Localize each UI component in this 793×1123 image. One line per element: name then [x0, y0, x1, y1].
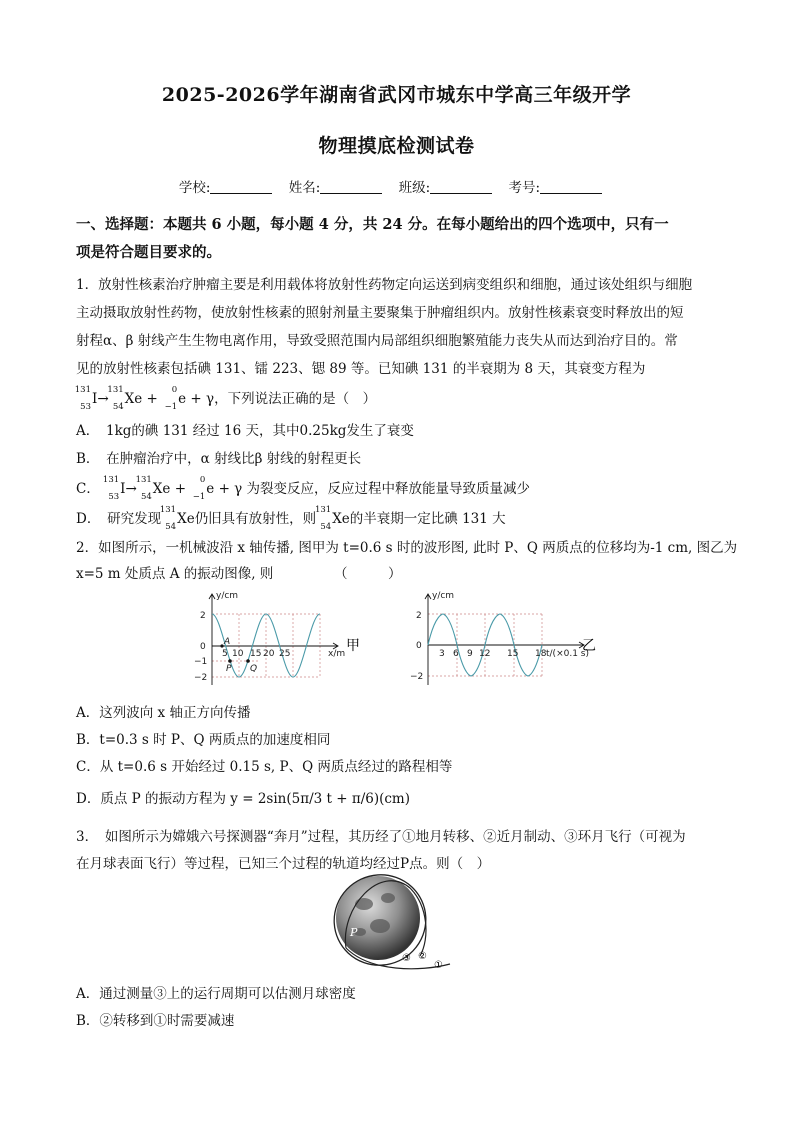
electron-symbol: 0 −1 — [192, 475, 206, 502]
fig-a-ytick: 2 — [200, 611, 206, 621]
q1-option-c-tail: 为裂变反应，反应过程中释放能量导致质量减少 — [246, 481, 531, 497]
q2-option-a[interactable]: A．这列波向 x 轴正方向传播 — [76, 705, 251, 721]
exam-title-line1: 2025-2026学年湖南省武冈市城东中学高三年级开学 — [161, 84, 632, 106]
q1-decay-equation: 131 53 I→ 131 54 Xe + 0 −1 e + γ，下列说法正确的是（ ） — [74, 385, 377, 412]
fig-b-xtick: 12 — [479, 649, 491, 659]
orbit-2-label: ② — [418, 951, 427, 962]
q1-option-d[interactable]: D． 研究发现 131 54 Xe仍旧具有放射性，则 131 54 Xe的半衰期一定比碘 131 大 — [76, 505, 506, 532]
electron-symbol: 0 −1 — [164, 385, 178, 412]
orbit-3-label: ③ — [402, 953, 411, 964]
q2-option-d-formula: y = 2sin(5π/3 t + π/6)(cm) — [230, 791, 410, 807]
q2-option-d[interactable] — [76, 788, 716, 810]
exam-no-blank[interactable] — [540, 179, 602, 194]
fig-a-tag: 甲 — [346, 638, 360, 654]
xenon-nuclide: 131 54 — [107, 385, 124, 412]
iodine-nuclide: 131 53 — [74, 385, 91, 412]
fig-a-xtick: 10 — [232, 649, 244, 659]
fig-b-xtick: 18 — [535, 649, 547, 659]
q2-option-d-prefix: D．质点 P 的振动方程为 — [76, 791, 226, 807]
q3-line2: 在月球表面飞行）等过程，已知三个过程的轨道均经过P点。则（ ） — [76, 856, 491, 872]
q2-option-b[interactable]: B．t=0.3 s 时 P、Q 两质点的加速度相同 — [76, 732, 331, 748]
q2-option-c[interactable]: C．从 t=0.6 s 开始经过 0.15 s, P、Q 两质点经过的路程相等 — [76, 759, 453, 775]
wave-graph-figure-a — [190, 590, 370, 690]
fig-b-xtick: 6 — [453, 649, 459, 659]
fig-a-xtick: 25 — [279, 649, 291, 659]
q1-option-d-mid: 仍旧具有放射性，则 — [194, 511, 317, 527]
fig-b-xtick: 3 — [439, 649, 445, 659]
q1-option-d-tail: 的半衰期一定比碘 131 大 — [349, 511, 506, 527]
name-blank[interactable] — [320, 179, 382, 194]
q3-option-a[interactable]: A．通过测量③上的运行周期可以估测月球密度 — [76, 986, 356, 1002]
fig-a-ytick: −1 — [194, 657, 208, 667]
fig-a-ylabel: y/cm — [216, 591, 239, 601]
q1-option-b[interactable]: B． 在肿瘤治疗中，α 射线比β 射线的射程更长 — [76, 451, 362, 467]
fig-b-xtick: 15 — [507, 649, 519, 659]
point-p-label: P — [350, 926, 358, 939]
fig-b-ytick: 2 — [416, 611, 422, 621]
student-info-row — [0, 176, 793, 196]
fig-a-ytick: −2 — [194, 673, 208, 683]
q3-option-b[interactable]: B．②转移到①时需要减速 — [76, 1013, 235, 1029]
fig-a-xtick: 20 — [263, 649, 275, 659]
fig-a-xtick: 5 — [222, 649, 228, 659]
fig-b-ytick: 0 — [416, 641, 422, 651]
xenon-nuclide: 131 54 — [314, 505, 332, 532]
xenon-nuclide: 131 54 — [135, 475, 152, 502]
moon-icon — [336, 876, 420, 960]
moon-orbit-figure — [330, 868, 460, 978]
q1-eq-tail: ，下列说法正确的是（ ） — [214, 391, 377, 407]
q1-line4: 见的放射性核素包括碘 131、镭 223、锶 89 等。已知碘 131 的半衰期为 8 天，其衰变方程为 — [76, 361, 646, 377]
q2-line1: 2．如图所示，一机械波沿 x 轴传播, 图甲为 t=0.6 s 时的波形图, 此时 P、Q 两质点的位移均为-1 cm, 图乙为 — [76, 540, 738, 556]
q1-line1: 1．放射性核素治疗肿瘤主要是利用载体将放射性药物定向运送到病变组织和细胞，通过该处组织与细胞 — [76, 277, 693, 293]
q2-line2: x=5 m 处质点 A 的振动图像, 则 （ ） — [76, 566, 402, 582]
q1-option-d-prefix: D． 研究发现 — [76, 511, 162, 527]
q3-line1: 3． 如图所示为嫦娥六号探测器“奔月”过程，其历经了①地月转移、②近月制动、③环月飞行（可视为 — [76, 829, 686, 845]
fig-b-ylabel: y/cm — [432, 591, 455, 601]
section-heading-line1: 一、选择题：本题共 6 小题，每小题 4 分，共 24 分。在每小题给出的四个选项中，只有一 — [76, 216, 669, 233]
orbit-1-label: ① — [434, 960, 443, 971]
iodine-nuclide: 131 53 — [102, 475, 120, 502]
q1-option-c[interactable]: C． 131 53 I→ 131 54 Xe + 0 −1 e + γ 为裂变反应，反应过程中释放能量导致质量减少 — [76, 475, 531, 502]
school-blank[interactable] — [210, 179, 272, 194]
point-a-label: A — [224, 637, 231, 647]
fig-a-ytick: 0 — [200, 642, 206, 652]
q1-line3: 射程α、β 射线产生生物电离作用，导致受照范围内局部组织细胞繁殖能力丧失从而达到治疗目的。常 — [76, 333, 678, 349]
fig-a-xtick: 15 — [250, 649, 262, 659]
exam-title-line2: 物理摸底检测试卷 — [318, 135, 475, 157]
section-heading-line2: 项是符合题目要求的。 — [76, 244, 221, 261]
school-label: 学校: — [178, 180, 211, 196]
point-q-label: Q — [250, 664, 258, 674]
point-p-label: P — [226, 664, 232, 674]
vibration-graph-figure-b — [402, 590, 602, 690]
fig-a-xlabel: x/m — [328, 649, 346, 659]
exam-no-label: 考号: — [508, 180, 541, 196]
q1-option-c-prefix: C． — [76, 481, 100, 497]
name-label: 姓名: — [288, 180, 321, 196]
q1-option-a[interactable]: A． 1kg的碘 131 经过 16 天，其中0.25kg发生了衰变 — [76, 423, 414, 439]
class-blank[interactable] — [430, 179, 492, 194]
class-label: 班级: — [398, 180, 431, 196]
fig-b-xlabel: t/(×0.1 s) — [546, 649, 589, 659]
fig-b-ytick: −2 — [410, 672, 424, 682]
q1-line2: 主动摄取放射性药物，使放射性核素的照射剂量主要聚集于肿瘤组织内。放射性核素衰变时释放出的短 — [76, 305, 684, 321]
fig-b-tag: 乙 — [582, 638, 596, 654]
xenon-nuclide: 131 54 — [159, 505, 177, 532]
fig-b-xtick: 9 — [467, 649, 473, 659]
